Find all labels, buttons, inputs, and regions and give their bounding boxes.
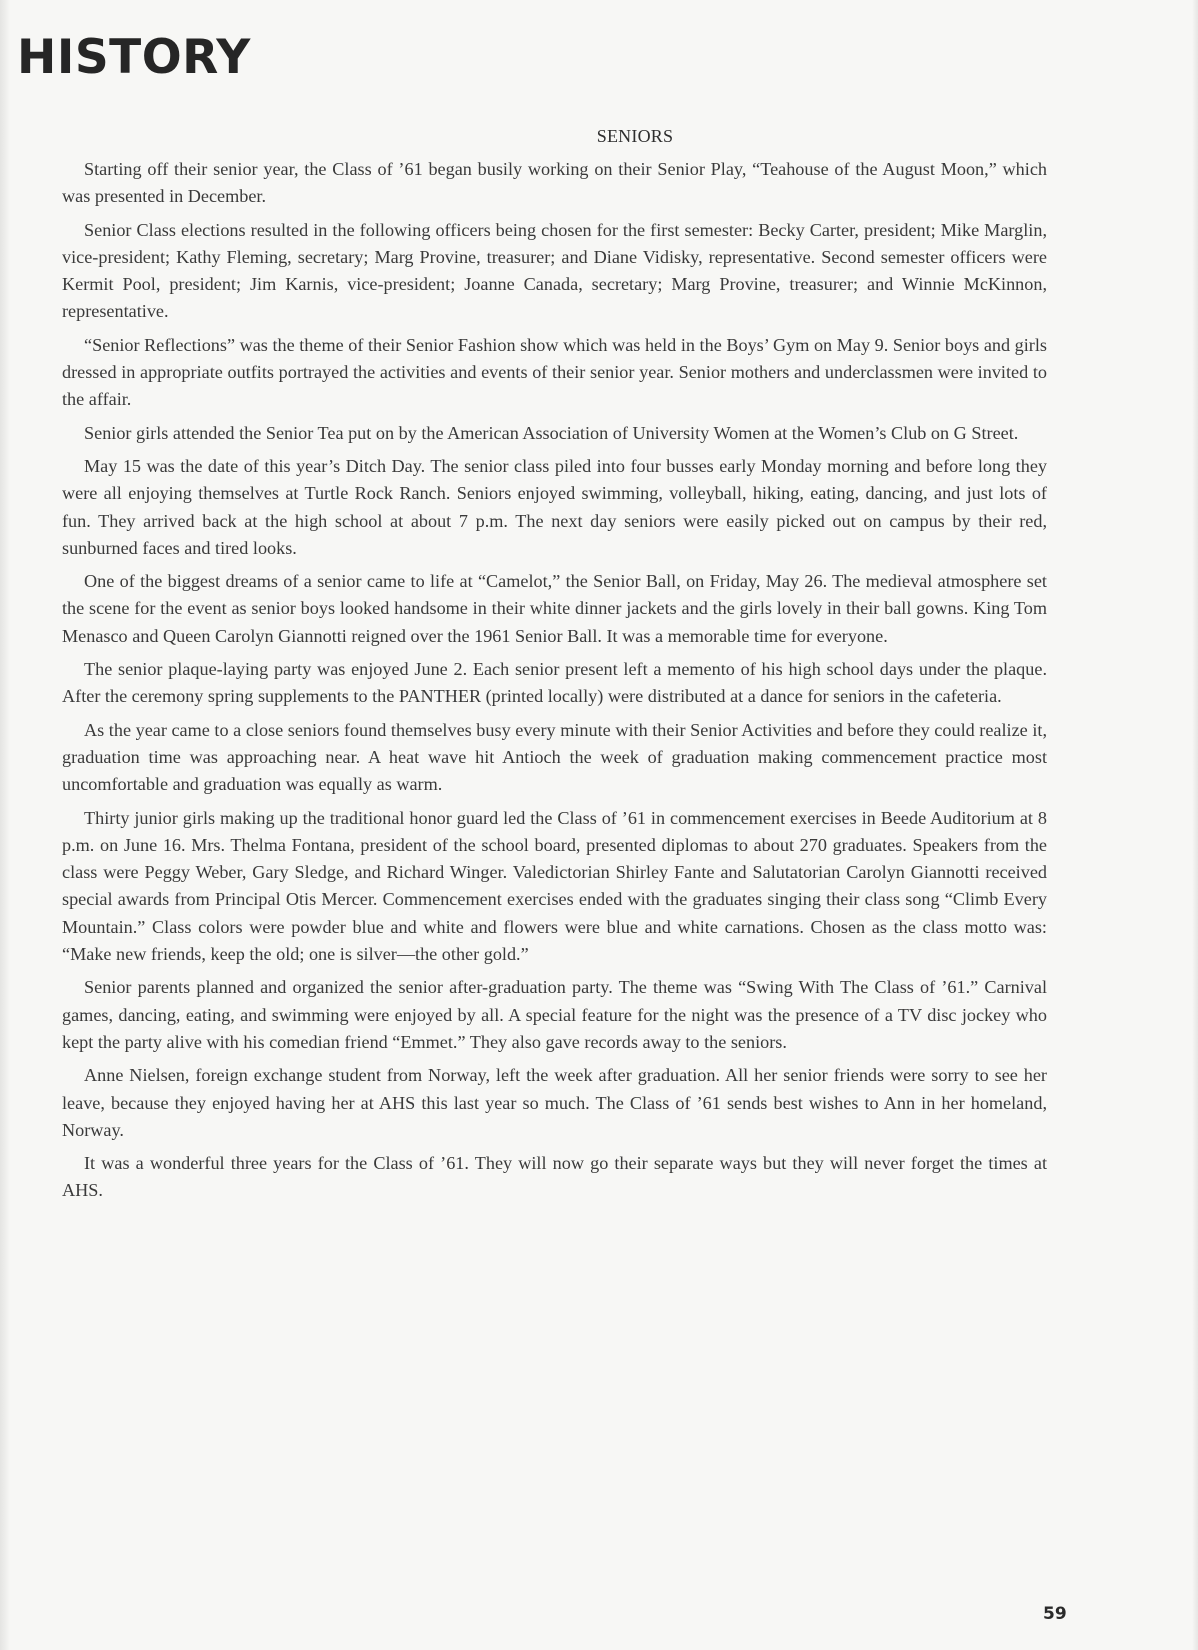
paragraph-after-party: Senior parents planned and organized the senior after-graduation party. The theme was “Swing With The Class of ’61.” Carnival games, dancing, eating, and swimming were enjoyed by all. A special feature for the night was the presence of a TV disc jockey who kept the party alive with his comedian friend “Emmet.” They also gave records away to the seniors. [62, 977, 1047, 1052]
page-number: 59 [1043, 1604, 1067, 1624]
paragraph-senior-play: Starting off their senior year, the Class of ’61 began busily working on their Senior Play, “Teahouse of the August Moon,” which was presented in December. [62, 159, 1047, 207]
paragraph-ditch-day: May 15 was the date of this year’s Ditch Day. The senior class piled into four busses early Monday morning and before long they were all enjoying themselves at Turtle Rock Ranch. Seniors enjoyed swimming, volleyball, hiking, eating, dancing, and just lots of fun. They arrived back at the high school at about 7 p.m. The next day seniors were easily picked out on campus by their red, sunburned faces and tired looks. [62, 455, 1047, 558]
paragraph-year-end: As the year came to a close seniors found themselves busy every minute with their Senior Activities and before they could realize it, graduation time was approaching near. A heat wave hit Antioch the week of graduation making commencement practice most uncomfortable and graduation was equally as warm. [62, 719, 1047, 795]
paragraph-senior-tea: Senior girls attended the Senior Tea put on by the American Association of University Women at the Women’s Club on G Street. [84, 422, 1019, 443]
page-left-edge-shadow [0, 0, 10, 1650]
article-body [62, 156, 1047, 1211]
paragraph-senior-ball: One of the biggest dreams of a senior came to life at “Camelot,” the Senior Ball, on Friday, May 26. The medieval atmosphere set the scene for the event as senior boys looked handsome in their white dinner jackets and the girls lovely in their ball gowns. King Tom Menasco and Queen Carolyn Giannotti reigned over the 1961 Senior Ball. It was a memorable time for everyone. [62, 571, 1047, 646]
section-heading: SENIORS [596, 126, 674, 146]
page-title: HISTORY [17, 30, 251, 85]
paragraph-plaque-laying: The senior plaque-laying party was enjoyed June 2. Each senior present left a memento of his high school days under the plaque. After the ceremony spring supplements to the PANTHER (printed locally) were distributed at a dance for seniors in the cafeteria. [62, 659, 1047, 707]
paragraph-fashion-show: “Senior Reflections” was the theme of their Senior Fashion show which was held in the Boys’ Gym on May 9. Senior boys and girls dressed in appropriate outfits portrayed the activities and events of their senior year. Senior mothers and underclassmen were invited to the affair. [62, 334, 1047, 410]
paragraph-closing: It was a wonderful three years for the Class of ’61. They will now go their separate ways but they will never forget the times at AHS. [62, 1153, 1047, 1201]
page-right-edge-shadow [1192, 0, 1198, 1650]
paragraph-exchange-student: Anne Nielsen, foreign exchange student from Norway, left the week after graduation. All her senior friends were sorry to see her leave, because they enjoyed having her at AHS this last year so much. The Class of ’61 sends best wishes to Ann in her homeland, Norway. [62, 1065, 1047, 1140]
paragraph-commencement: Thirty junior girls making up the traditional honor guard led the Class of ’61 in commencement exercises in Beede Auditorium at 8 p.m. on June 16. Mrs. Thelma Fontana, president of the school board, presented diplomas to about 270 graduates. Speakers from the class were Peggy Weber, Gary Sledge, and Richard Winger. Valedictorian Shirley Fante and Salutatorian Carolyn Giannotti received special awards from Principal Otis Mercer. Commencement exercises ended with the graduates singing their class song “Climb Every Mountain.” Class colors were powder blue and white and flowers were blue and white carnations. Chosen as the class motto was: “Make new friends, keep the old; one is silver—the other gold.” [62, 807, 1047, 965]
paragraph-class-elections: Senior Class elections resulted in the following officers being chosen for the first semester: Becky Carter, president; Mike Marglin, vice-president; Kathy Fleming, secretary; Marg Provine, treasurer; and Diane Vidisky, representative. Second semester officers were Kermit Pool, president; Jim Karnis, vice-president; Joanne Canada, secretary; Marg Provine, treasurer; and Winnie McKinnon, representative. [62, 219, 1047, 322]
